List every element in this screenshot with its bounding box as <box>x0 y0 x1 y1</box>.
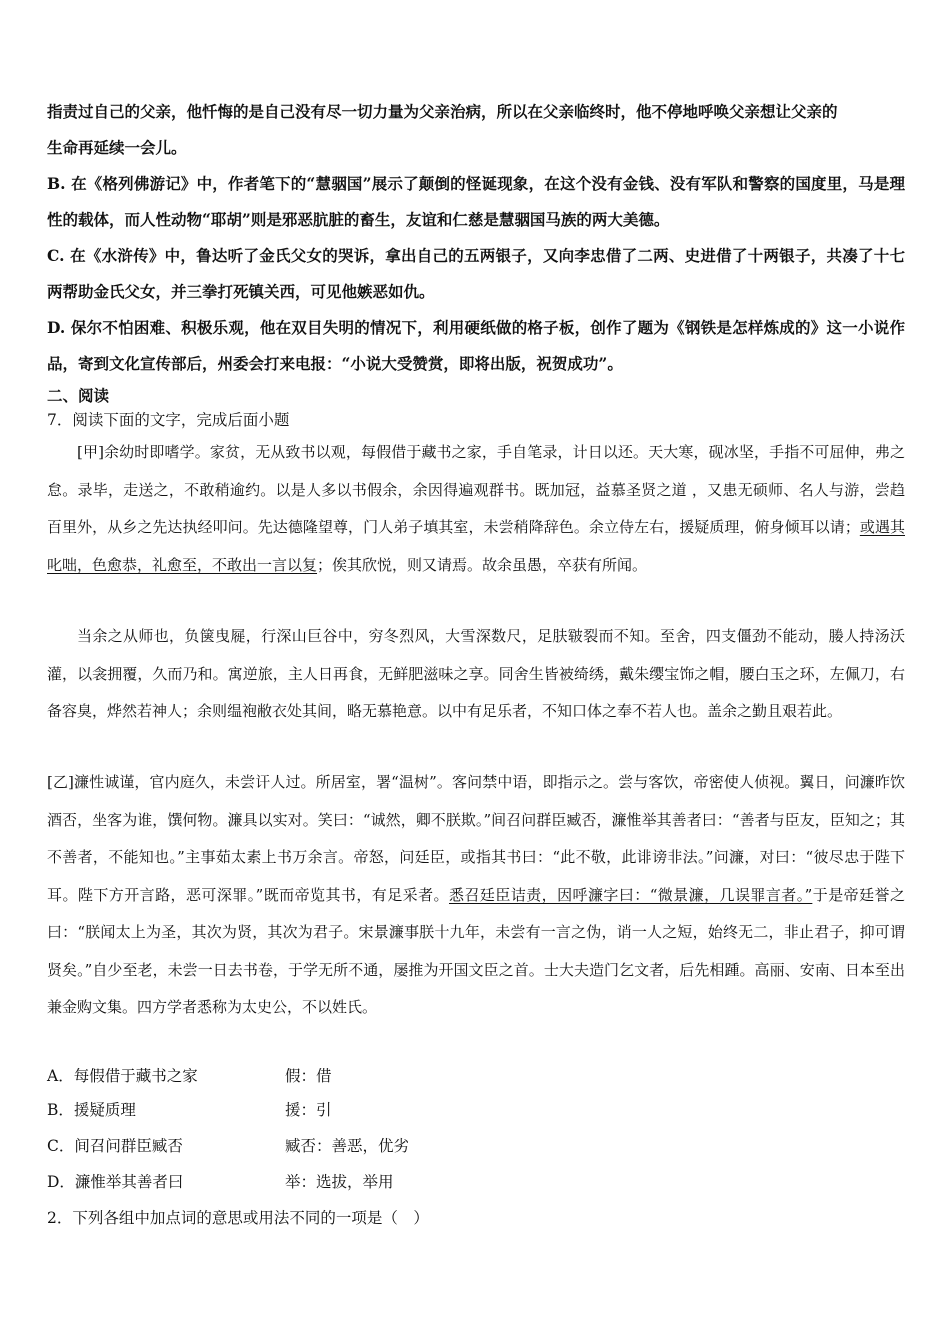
question-7-title: 7．阅读下面的文字，完成后面小题 <box>47 411 290 429</box>
option-d <box>47 310 905 382</box>
passage-jia <box>47 434 905 584</box>
passage-yi-text-a: [乙]濂性诚谨，官内庭久，未尝讦人过。所居室，署“温树”。客问禁中语，即指示之。尝与客饮，帝密使人侦视。翼日，问濂昨饮酒否，坐客为谁，馔何物。濂具以实对。笑曰：“诚然，卿不朕欺。”间召问群臣臧否，濂惟举其善者曰：“善者与臣友，臣知之；其不善者，不能知也。”主事茹太素上书万余言。帝怒，问廷臣，或指其书曰：“此不敬，此诽谤非法。”问濂，对曰：“彼尽忠于陛下耳。陛下方开言路，恶可深罪。”既而帝览其书，有足采者。 <box>47 773 906 904</box>
choice-a-answer: 假：借 <box>285 1067 332 1085</box>
passage-yi-p <box>47 764 905 1027</box>
option-a-line-2: 生命再延续一会儿。 <box>47 138 187 157</box>
option-b <box>47 166 905 238</box>
passage-yi <box>47 764 905 1027</box>
choice-b-answer: 援：引 <box>285 1101 332 1119</box>
choice-c-text: C．间召问群臣臧否 <box>47 1137 183 1155</box>
passage-jia-p1-text-b: ；俟其欣悦，则又请焉。故余虽愚，卒获有所闻。 <box>317 555 648 574</box>
passage-jia-p1 <box>47 434 905 584</box>
section-title: 二、阅读 <box>47 386 110 405</box>
choice-a-text: A．每假借于藏书之家 <box>47 1067 198 1085</box>
option-b-text: B. 在《格列佛游记》中，作者笔下的“慧骃国”展示了颠倒的怪诞现象，在这个没有金钱、没有军队和警察的国度里，马是理性的载体，而人性动物“耶胡”则是邪恶肮脏的畜生，友谊和仁慈是慧骃国马族的两大美德。 <box>47 174 905 229</box>
option-a-continuation <box>47 94 905 166</box>
option-c <box>47 238 905 310</box>
passage-yi-underlined: 悉召廷臣诘责，因呼濂字曰：“微景濂，几误罪言者。” <box>449 885 813 904</box>
choice-c-answer: 臧否：善恶，优劣 <box>285 1137 410 1155</box>
passage-jia-p1-text-a: [甲]余幼时即嗜学。家贫，无从致书以观，每假借于藏书之家，手自笔录，计日以还。天大寒，砚冰坚，手指不可屈伸，弗之怠。录毕，走送之，不敢稍逾约。以是人多以书假余，余因得遍观群书。既加冠，益慕圣贤之道 ，又患无硕师、名人与游，尝趋百里外，从乡之先达执经叩问。先达德隆望尊，门人弟子填其室，未尝稍降辞色。余立侍左右，援疑质理，俯身倾耳以请； <box>47 443 905 536</box>
choice-d-text: D．濂惟举其善者曰 <box>47 1173 184 1191</box>
passage-yi-text-b: 于是帝廷誉之曰：“朕闻太上为圣，其次为贤，其次为君子。宋景濂事朕十九年，未尝有一言之伪，诮一人之短，始终无二，非止君子，抑可谓贤矣。”自少至老，未尝一日去书卷，于学无所不通，屡推为开国文臣之首。士大夫造门乞文者，后先相踵。高丽、安南、日本至出兼金购文集。四方学者悉称为太史公，不以姓氏。 <box>47 885 905 1016</box>
choice-d-answer: 举：选拔，举用 <box>285 1173 394 1191</box>
option-a-line-1: 指责过自己的父亲，他忏悔的是自己没有尽一切力量为父亲治病，所以在父亲临终时，他不停地呼唤父亲想让父亲的 <box>47 102 838 121</box>
option-d-text: D. 保尔不怕困难、积极乐观，他在双目失明的情况下，利用硬纸做的格子板，创作了题为《钢铁是怎样炼成的》这一小说作品，寄到文化宣传部后，州委会打来电报：“小说大受赞赏，即将出版，祝贺成功”。 <box>47 318 905 373</box>
passage-jia-2 <box>47 618 905 731</box>
option-c-text: C. 在《水浒传》中，鲁达听了金氏父女的哭诉，拿出自己的五两银子，又向李忠借了二两、史进借了十两银子，共凑了十七两帮助金氏父女，并三拳打死镇关西，可见他嫉恶如仇。 <box>47 246 905 301</box>
passage-jia-p2: 当余之从师也，负箧曳屣，行深山巨谷中，穷冬烈风，大雪深数尺，足肤皲裂而不知。至舍，四支僵劲不能动，媵人持汤沃灌，以衾拥覆，久而乃和。寓逆旅，主人日再食，无鲜肥滋味之享。同舍生皆被绮绣，戴朱缨宝饰之帽，腰白玉之环，左佩刀，右备容臭，烨然若神人；余则缊袍敝衣处其间，略无慕艳意。以中有足乐者，不知口体之奉不若人也。盖余之勤且艰若此。 <box>47 627 905 720</box>
passage-jia-p1-underlined: 或遇其叱咄，色愈恭，礼愈至，不敢出一言以复 <box>47 518 905 574</box>
question-2-title: 2．下列各组中加点词的意思或用法不同的一项是（ ） <box>47 1209 429 1227</box>
choice-b-text: B．援疑质理 <box>47 1101 136 1119</box>
